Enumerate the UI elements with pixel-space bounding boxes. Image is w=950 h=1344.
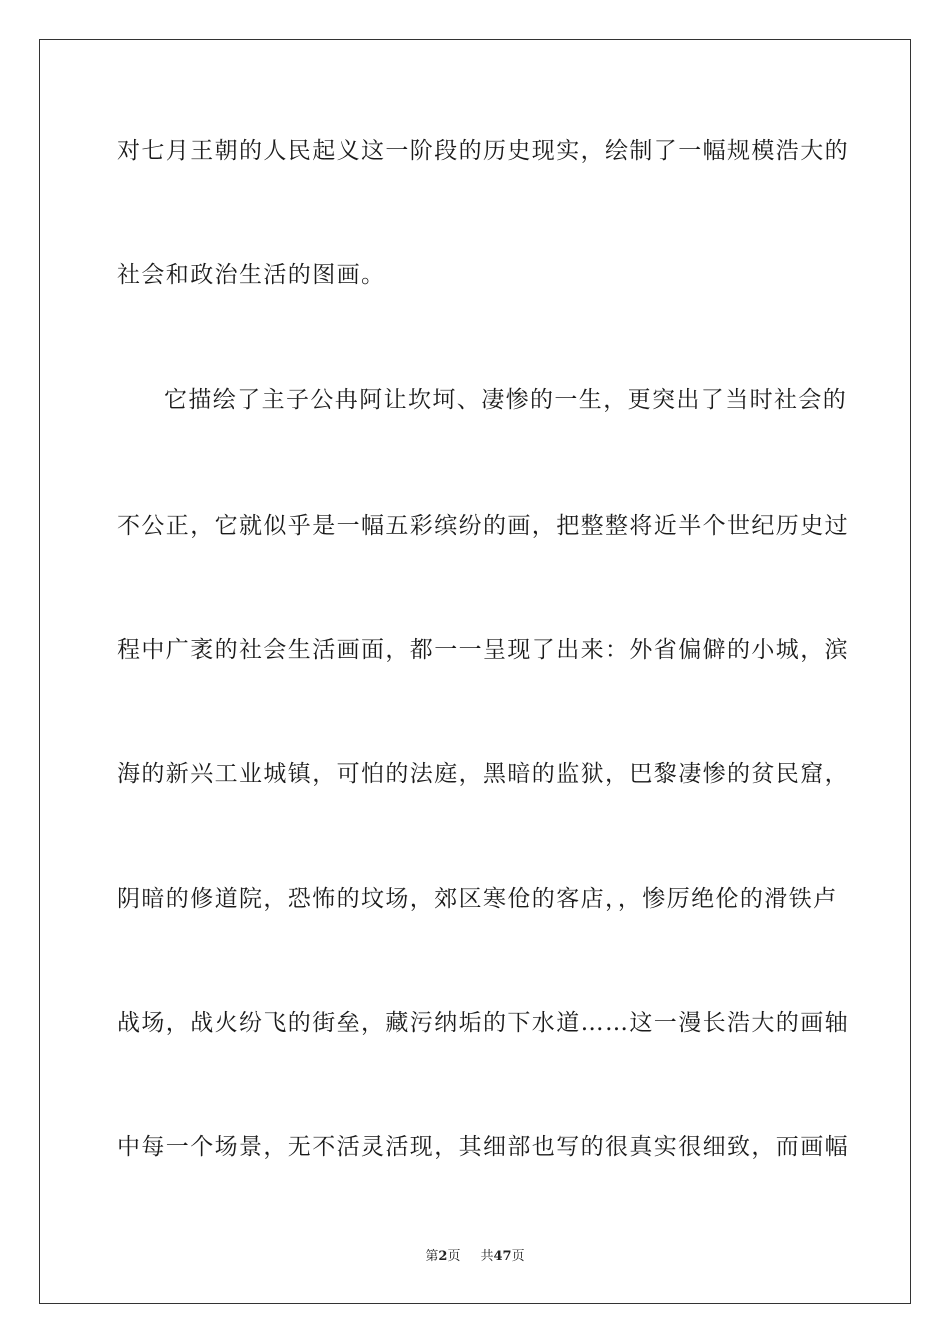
body-line-5: 程中广袤的社会生活画面，都一一呈现了出来：外省偏僻的小城，滨 [117, 637, 849, 663]
footer-total-pages: 47 [493, 1249, 512, 1264]
footer-total-suffix: 页 [511, 1249, 525, 1264]
footer-page-suffix: 页 [447, 1249, 461, 1264]
footer-page-number: 2 [438, 1249, 448, 1264]
body-line-9: 中每一个场景，无不活灵活现，其细部也写的很真实很细致，而画幅 [117, 1134, 849, 1160]
page-border [39, 39, 911, 1304]
body-line-8: 战场，战火纷飞的街垒，藏污纳垢的下水道……这一漫长浩大的画轴 [117, 1010, 849, 1036]
body-line-4: 不公正，它就似乎是一幅五彩缤纷的画，把整整将近半个世纪历史过 [117, 513, 849, 539]
body-line-2: 社会和政治生活的图画。 [117, 262, 386, 288]
page-footer [0, 1248, 950, 1266]
body-line-6: 海的新兴工业城镇，可怕的法庭，黑暗的监狱，巴黎凄惨的贫民窟， [117, 761, 849, 787]
body-line-1: 对七月王朝的人民起义这一阶段的历史现实，绘制了一幅规模浩大的 [117, 138, 849, 164]
footer-page-prefix: 第 [425, 1249, 439, 1264]
body-line-7: 阴暗的修道院，恐怖的坟场，郊区寒伧的客店，，惨厉绝伦的滑铁卢 [117, 886, 838, 912]
footer-total-prefix: 共 [480, 1249, 494, 1264]
body-line-3: 它描绘了主子公冉阿让坎坷、凄惨的一生，更突出了当时社会的 [164, 387, 848, 413]
